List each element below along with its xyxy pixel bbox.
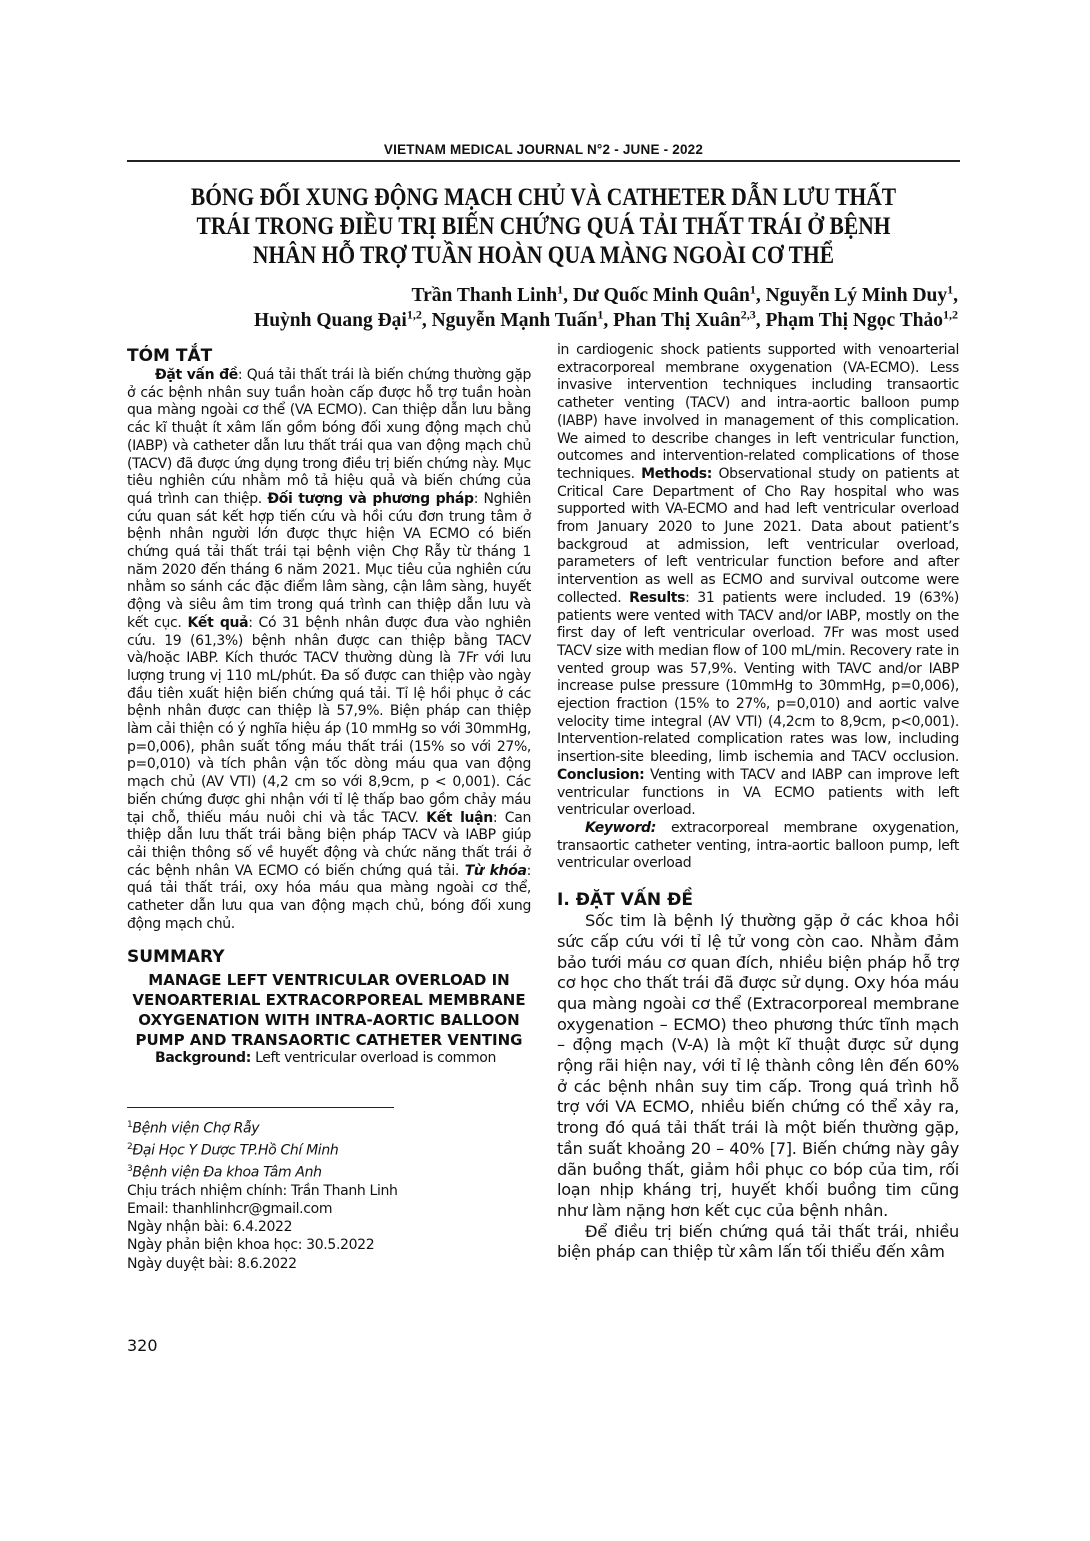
author-affiliation: 1,2 — [943, 307, 958, 322]
affiliation-1: Bệnh viện Chợ Rẫy — [132, 1120, 260, 1137]
author-line — [254, 283, 958, 308]
corresponding-author: Chịu trách nhiệm chính: Trần Thanh Linh — [127, 1182, 398, 1199]
author-affiliation: 2,3 — [740, 307, 756, 322]
author-name: Nguyễn Mạnh Tuấn — [431, 310, 598, 331]
author-list — [254, 283, 958, 333]
author-name: Trần Thanh Linh — [411, 285, 558, 306]
journal-header: VIETNAM MEDICAL JOURNAL N°2 - JUNE - 2022 — [383, 142, 704, 157]
footnotes — [127, 1116, 531, 1273]
label-results: Kết quả — [187, 614, 249, 631]
text-keywords-en: extracorporeal membrane oxygenation, transaortic catheter venting, intra-aortic balloon pump, left ventricular overload — [557, 819, 959, 872]
footnote-rule — [127, 1107, 394, 1108]
author-affiliation: 1 — [947, 282, 954, 297]
footnote-affiliation: $^3$Bệnh viện Đa khoa Tâm Anh — [127, 1163, 322, 1181]
header-rule — [127, 160, 960, 162]
section-1-paragraph: Sốc tim là bệnh lý thường gặp ở các khoa hồi sức cấp cứu với tỉ lệ tử vong còn cao. Nhằm đảm bảo tưới máu cơ quan đích, nhiều biện pháp hỗ trợ cơ học cho thất trái đã được sử dụng. Oxy hóa máu qua màng ngoài cơ thể (Extracorporeal membrane oxygenation – ECMO) theo phương thức tĩnh mạch – động mạch (V-A) là một kĩ thuật được sử dụng rộng rãi hiện nay, với tỉ lệ thành công lên đến 60% ở các bệnh nhân suy tim cấp. Trong quá trình hỗ trợ với VA ECMO, nhiều biến chứng có thể xảy ra, trong đó quá tải thất trái là một biến thường gặp, tần suất khoảng 20 – 40% [7]. Biến chứng này gây dãn buồng thất, giảm hồi phục co bóp của tim, rối loạn nhịp kháng trị, huyết khối buồng tim cũng như làm nặng hơn kết cục của bệnh nhân. — [557, 911, 959, 1220]
text-results-en: : 31 patients were included. 19 (63%) patients were vented with TACV and/or IABP, mostly on the first day of left ventricular overload. 7Fr was most used TACV size with median flow of 100 mL/min. Recovery rate in vented group was 57,9%. Venting with TAVC and/or IABP increase pulse pressure (10mmHg to 30mmHg, p=0,006), ejection fraction (15% to 27%, p=0,010) and aortic valve velocity time integral (AV VTI) (4,2cm to 8,9cm, p<0,001). Intervention-related complication rates was low, including insertion-site bleeding, limb ischemia and TACV occlusion. — [557, 589, 959, 766]
label-keywords-en: Keyword: — [585, 819, 656, 836]
footnote-affiliation: $^2$Đại Học Y Dược TP.Hồ Chí Minh — [127, 1142, 339, 1159]
author-name: Huỳnh Quang Đại — [254, 310, 407, 331]
text-background: : Quá tải thất trái là biến chứng thường gặp ở các bệnh nhân suy tuần hoàn cấp được hỗ trợ tuần hoàn qua màng ngoài cơ thể (VA ECMO). Can thiệp dẫn lưu bằng các kĩ thuật ít xâm lấn gồm bóng đối xung động mạch chủ (IABP) và catheter dẫn lưu thất trái qua van động mạch chủ (TACV) đã được ứng dụng trong điều trị biến chứng này. Mục tiêu nghiên cứu nhằm mô tả hiệu quả và biến chứng của quá trình can thiệp. — [127, 367, 531, 507]
author-name: Phạm Thị Ngọc Thảo — [765, 310, 943, 331]
text-methods: : Nghiên cứu quan sát kết hợp tiến cứu và hồi cứu đơn trung tâm ở bệnh nhân người lớn được thực hiện VA ECMO có biến chứng quá tải thất trái tại bệnh viện Chợ Rẫy từ tháng 1 năm 2020 đến tháng 6 năm 2021. Mục tiêu của nghiên cứu nhằm so sánh các đặc điểm lâm sàng, cận lâm sàng, huyết động và siêu âm tim trong quá trình can thiệp dẫn lưu và kết cục. — [127, 490, 531, 631]
date-reviewed: Ngày phản biện khoa học: 30.5.2022 — [127, 1237, 375, 1254]
title-line: NHÂN HỖ TRỢ TUẦN HOÀN QUA MÀNG NGOÀI CƠ THỂ — [252, 242, 835, 269]
label-background: Đặt vấn đề — [155, 367, 238, 383]
title-line: BÓNG ĐỐI XUNG ĐỘNG MẠCH CHỦ VÀ CATHETER DẪN LƯU THẤT — [190, 184, 897, 211]
separator: , — [603, 310, 614, 331]
separator: , — [563, 285, 573, 306]
label-keywords: Từ khóa — [464, 862, 527, 879]
text-keywords: : quá tải thất trái, oxy hóa máu qua màng ngoài cơ thể, catheter dẫn lưu qua van động mạch chủ, bóng đối xung động mạch chủ. — [127, 862, 531, 932]
article-title — [185, 183, 901, 270]
separator: , — [755, 310, 766, 331]
label-background-en: Background: — [155, 1049, 251, 1066]
label-methods-en: Methods: — [641, 465, 713, 482]
text-results: : Có 31 bệnh nhân được đưa vào nghiên cứu. 19 (61,3%) bệnh nhân được can thiệp bằng TACV và/hoặc IABP. Kích thước TACV thường dùng là 7Fr với lưu lượng trung vị 110 mL/phút. Đa số được can thiệp vào ngày đầu tiên xuất hiện biến chứng quá tải. Tỉ lệ hồi phục ở các bệnh nhân được can thiệp là 57,9%. Biện pháp can thiệp làm cải thiện có ý nghĩa hiệu áp (10 mmHg so với 30mmHg, p=0,006), phân suất tống máu thất trái (15% so với 27%, p=0,010) và tích phân vận tốc dòng máu qua van động mạch chủ (AV VTI) (4,2 cm so với 8,9cm, p < 0,001). Các biến chứng được ghi nhận với tỉ lệ thấp bao gồm chảy máu tại chỗ, thiếu máu nuôi chi và tắc TACV. — [127, 614, 531, 826]
right-column — [557, 342, 959, 1263]
date-received: Ngày nhận bài: 6.4.2022 — [127, 1219, 293, 1236]
page-number: 320 — [127, 1336, 158, 1355]
affiliation-2: Đại Học Y Dược TP.Hồ Chí Minh — [132, 1142, 339, 1159]
author-affiliation: 1 — [597, 307, 604, 322]
summary-background-start — [127, 1050, 531, 1068]
label-conclusion: Kết luận — [426, 809, 493, 826]
label-methods: Đối tượng và phương pháp — [267, 490, 474, 507]
abstract-vi-heading: TÓM TẮT — [127, 346, 213, 366]
author-affiliation: 1,2 — [406, 307, 422, 322]
summary-heading: SUMMARY — [127, 946, 225, 967]
author-name: Dư Quốc Minh Quân — [572, 285, 750, 306]
separator: , — [755, 285, 766, 306]
author-name: Nguyễn Lý Minh Duy — [765, 285, 948, 306]
author-affiliation: 1 — [749, 282, 756, 297]
footnote-affiliation: $^1$Bệnh viện Chợ Rẫy — [127, 1120, 260, 1137]
affiliation-3: Bệnh viện Đa khoa Tâm Anh — [132, 1164, 322, 1181]
text-conclusion-en: Venting with TACV and IABP can improve left ventricular functions in VA ECMO patients with left ventricular overload. — [557, 766, 959, 819]
text-background-en-rest: in cardiogenic shock patients supported with venoarterial extracorporeal membrane oxygenation (VA-ECMO). Less invasive intervention techniques including transaortic catheter venting (TACV) and intra-aortic balloon pump (IABP) have involved in management of this complication. We aimed to describe changes in left ventricular function, outcomes and intervention-related complications of those techniques. — [557, 342, 959, 482]
author-name: Phan Thị Xuân — [613, 310, 741, 331]
date-accepted: Ngày duyệt bài: 8.6.2022 — [127, 1255, 297, 1272]
text-background-en-start: Left ventricular overload is common — [250, 1049, 496, 1066]
summary-title: MANAGE LEFT VENTRICULAR OVERLOAD IN VENOARTERIAL EXTRACORPOREAL MEMBRANE OXYGENATION WITH INTRA-AORTIC BALLOON PUMP AND TRANSAORTIC CATHETER VENTING — [132, 970, 526, 1049]
separator: , — [421, 310, 432, 331]
title-line: TRÁI TRONG ĐIỀU TRỊ BIẾN CHỨNG QUÁ TẢI THẤT TRÁI Ở BỆNH — [196, 213, 891, 240]
email: Email: thanhlinhcr@gmail.com — [127, 1200, 333, 1217]
section-1-heading: I. ĐẶT VẤN ĐỀ — [557, 890, 693, 911]
summary-text — [557, 342, 959, 820]
keywords-en — [557, 820, 959, 873]
text-conclusion: : Can thiệp dẫn lưu thất trái bằng biện pháp TACV và IABP giúp cải thiện thông số về huyết động và chức năng thất trái ở các bệnh nhân VA ECMO có biến chứng quá tải. — [127, 809, 531, 879]
abstract-vi-text — [127, 367, 531, 934]
section-1-paragraph: Để điều trị biến chứng quá tải thất trái, nhiều biện pháp can thiệp từ xâm lấn tối thiểu đến xâm — [557, 1221, 959, 1262]
author-affiliation: 1 — [557, 282, 564, 297]
left-column — [127, 345, 531, 1273]
author-line — [254, 308, 958, 333]
label-conclusion-en: Conclusion: — [557, 766, 645, 783]
text-methods-en: Observational study on patients at Critical Care Department of Cho Ray hospital who was supported with VA-ECMO and had left ventricular overload from January 2020 to June 2021. Data about patient’s backgroud at admission, left ventricular overload, parameters of left ventricular function before and after intervention as well as ECMO and survival outcome were collected. — [557, 465, 959, 606]
separator: , — [953, 285, 958, 306]
label-results-en: Results — [629, 589, 686, 606]
